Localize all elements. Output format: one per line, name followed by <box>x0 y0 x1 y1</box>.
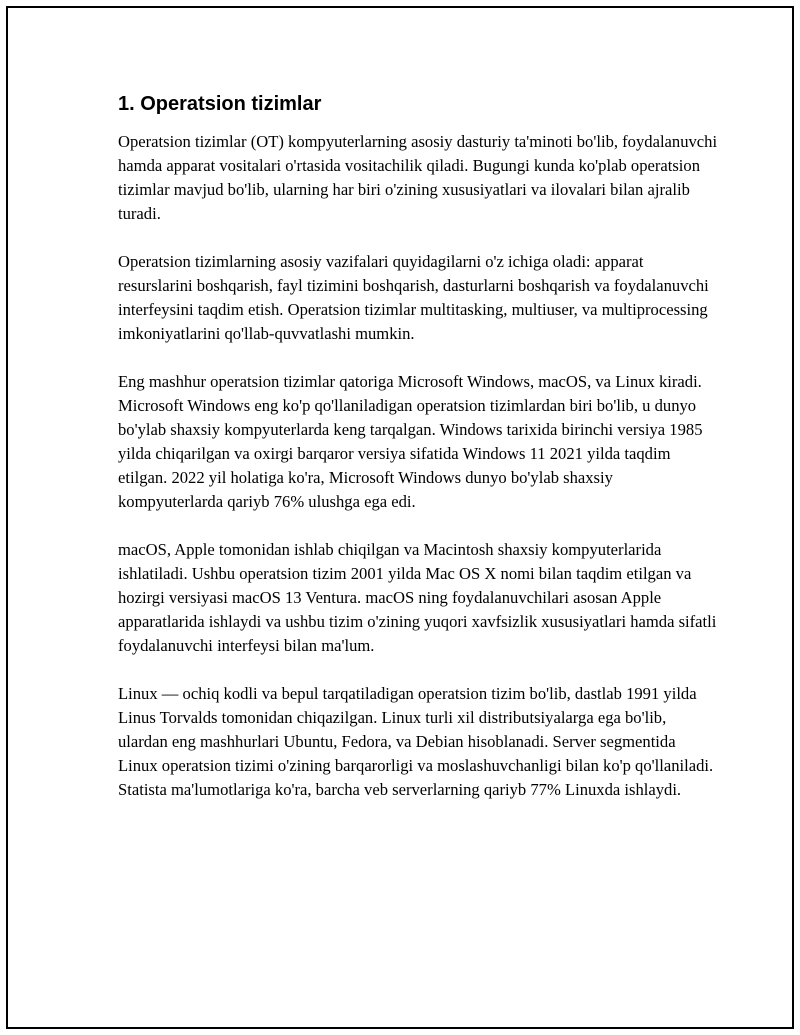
paragraph-popular-os: Eng mashhur operatsion tizimlar qatoriga Microsoft Windows, macOS, va Linux kiradi. Microsoft Windows eng ko'p qo'llaniladigan operatsion tizimlardan biri bo'lib, u dunyo bo'ylab shaxsiy kompyuterlarda keng tarqalgan. Windows tarixida birinchi versiya 1985 yilda chiqarilgan va oxirgi barqaror versiya sifatida Windows 11 2021 yilda taqdim etilgan. 2022 yil holatiga ko'ra, Microsoft Windows dunyo bo'ylab shaxsiy kompyuterlarda qariyb 76% ulushga ega edi. <box>118 372 703 511</box>
section-heading: 1. Operatsion tizimlar <box>118 93 322 115</box>
document-body <box>118 90 718 826</box>
paragraph-linux: Linux — ochiq kodli va bepul tarqatiladigan operatsion tizim bo'lib, dastlab 1991 yilda Linus Torvalds tomonidan chiqazilgan. Linux turli xil distributsiyalarga ega bo'lib, ulardan eng mashhurlari Ubuntu, Fedora, va Debian hisoblanadi. Server segmentida Linux operatsion tizimi o'zining barqarorligi va moslashuvchanligi bilan ko'p qo'llaniladi. Statista ma'lumotlariga ko'ra, barcha veb serverlarning qariyb 77% Linuxda ishlaydi. <box>118 684 714 799</box>
paragraph-macos: macOS, Apple tomonidan ishlab chiqilgan va Macintosh shaxsiy kompyuterlarida ishlatiladi. Ushbu operatsion tizim 2001 yilda Mac OS X nomi bilan taqdim etilgan va hozirgi versiyasi macOS 13 Ventura. macOS ning foydalanuvchilari asosan Apple apparatlarida ishlaydi va ushbu tizim o'zining yuqori xavfsizlik xususiyatlari hamda sifatli foydalanuvchi interfeysi bilan ma'lum. <box>118 540 717 655</box>
paragraph-intro: Operatsion tizimlar (OT) kompyuterlarning asosiy dasturiy ta'minoti bo'lib, foydalanuvchi hamda apparat vositalari o'rtasida vositachilik qiladi. Bugungi kunda ko'plab operatsion tizimlar mavjud bo'lib, ularning har biri o'zining xususiyatlari va ilovalari bilan ajralib turadi. <box>118 132 718 223</box>
paragraph-functions: Operatsion tizimlarning asosiy vazifalari quyidagilarni o'z ichiga oladi: apparat resurslarini boshqarish, fayl tizimini boshqarish, dasturlarni boshqarish va foydalanuvchi interfeysini taqdim etish. Operatsion tizimlar multitasking, multiuser, va multiprocessing imkoniyatlarini qo'llab-quvvatlashi mumkin. <box>118 252 709 343</box>
